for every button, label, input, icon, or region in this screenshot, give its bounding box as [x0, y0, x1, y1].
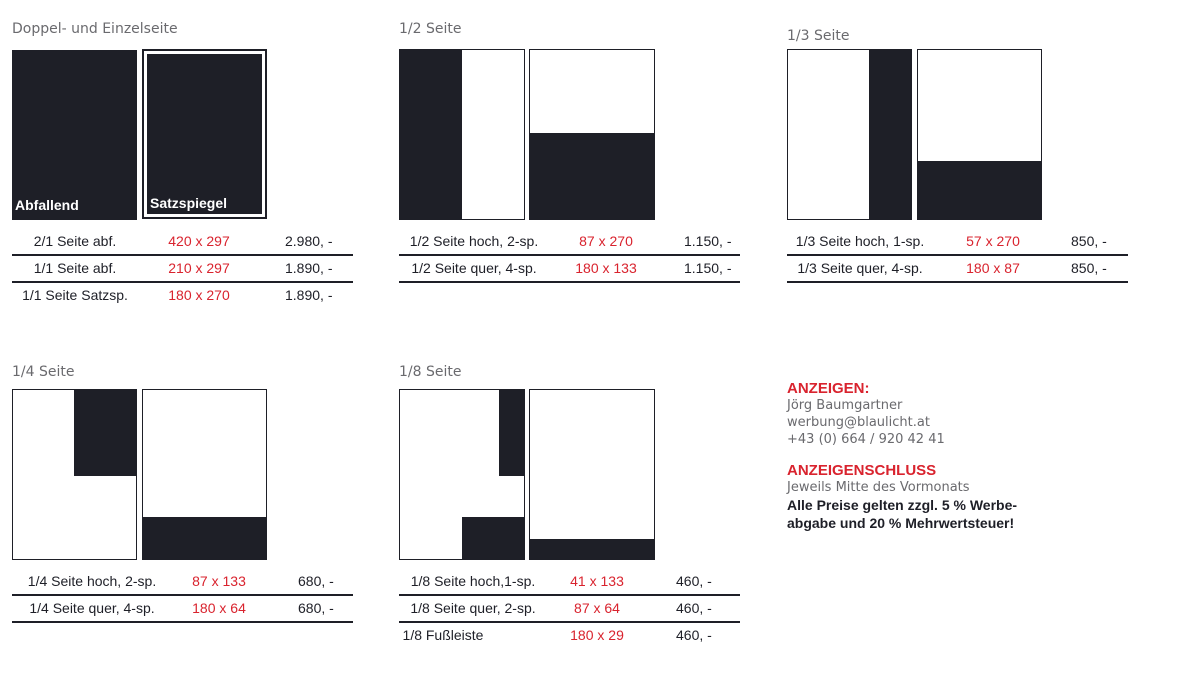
ad-area	[530, 133, 654, 219]
label-type-area: Satzspiegel	[150, 195, 228, 211]
format-size: 180 x 133	[575, 260, 637, 276]
page-eighth-footer	[529, 389, 655, 560]
page-third-vertical	[787, 49, 912, 220]
ad-area	[869, 50, 911, 219]
format-size: 180 x 29	[570, 627, 624, 643]
page-half-horizontal	[529, 49, 655, 220]
format-name: 1/4 Seite hoch, 2-sp.	[27, 573, 157, 589]
format-price: 1.150, -	[684, 233, 732, 249]
page-half-vertical	[399, 49, 525, 220]
price-row	[12, 254, 353, 283]
price-row	[12, 567, 353, 596]
section-title-quarter: 1/4 Seite	[12, 364, 75, 380]
format-price: 850, -	[1071, 260, 1107, 276]
format-price: 460, -	[676, 573, 712, 589]
format-size: 180 x 270	[168, 287, 230, 303]
price-row	[12, 594, 353, 623]
format-size: 87 x 133	[192, 573, 246, 589]
price-row	[12, 227, 353, 256]
price-row	[399, 621, 740, 648]
deadline-text: Jeweils Mitte des Vormonats	[787, 480, 970, 495]
format-size: 210 x 297	[168, 260, 230, 276]
format-name: 1/8 Seite quer, 2-sp.	[410, 600, 536, 616]
format-size: 41 x 133	[570, 573, 624, 589]
format-price: 1.890, -	[285, 260, 333, 276]
format-price: 1.150, -	[684, 260, 732, 276]
page-third-horizontal	[917, 49, 1042, 220]
format-name: 1/1 Seite abf.	[33, 260, 117, 276]
page-quarter-vertical	[12, 389, 137, 560]
format-size: 87 x 270	[579, 233, 633, 249]
format-name: 2/1 Seite abf.	[33, 233, 117, 249]
page-type-area-preview	[142, 49, 267, 219]
price-row	[399, 594, 740, 623]
format-name: 1/1 Seite Satzsp.	[22, 287, 128, 303]
deadline-heading: ANZEIGENSCHLUSS	[787, 462, 937, 479]
ad-area	[74, 390, 136, 476]
ad-area	[918, 161, 1041, 219]
ad-area	[462, 517, 524, 559]
contact-block	[787, 380, 1087, 532]
format-size: 180 x 87	[966, 260, 1020, 276]
page-bleed-preview	[12, 50, 137, 220]
price-note-line-1: Alle Preise gelten zzgl. 5 % Werbe-	[787, 497, 1018, 513]
format-price: 460, -	[676, 600, 712, 616]
contact-email[interactable]: werbung@blaulicht.at	[787, 415, 930, 430]
format-name: 1/3 Seite hoch, 1-sp.	[795, 233, 925, 249]
contact-heading: ANZEIGEN:	[787, 380, 870, 397]
price-row	[12, 281, 353, 308]
format-price: 680, -	[298, 573, 334, 589]
format-price: 2.980, -	[285, 233, 333, 249]
price-row	[399, 227, 740, 256]
page-eighth-vertical	[399, 389, 525, 560]
ad-area	[499, 390, 524, 476]
label-bleed: Abfallend	[15, 197, 79, 213]
ad-area	[400, 50, 462, 219]
price-row	[787, 254, 1128, 283]
price-row	[399, 567, 740, 596]
format-name: 1/2 Seite quer, 4-sp.	[411, 260, 537, 276]
ad-area	[530, 539, 654, 559]
format-name: 1/8 Seite hoch,1-sp.	[410, 573, 536, 589]
format-price: 680, -	[298, 600, 334, 616]
format-name: 1/4 Seite quer, 4-sp.	[29, 600, 155, 616]
contact-phone: +43 (0) 664 / 920 42 41	[787, 432, 945, 447]
format-price: 1.890, -	[285, 287, 333, 303]
format-size: 57 x 270	[966, 233, 1020, 249]
price-row	[399, 254, 740, 283]
format-size: 180 x 64	[192, 600, 246, 616]
format-name: 1/2 Seite hoch, 2-sp.	[409, 233, 539, 249]
section-title-third: 1/3 Seite	[787, 28, 850, 44]
price-row	[787, 227, 1128, 256]
format-name: 1/8 Fußleiste	[402, 627, 484, 643]
section-title-half: 1/2 Seite	[399, 21, 462, 37]
format-size: 420 x 297	[168, 233, 230, 249]
type-area-fill	[147, 54, 262, 214]
contact-person: Jörg Baumgartner	[787, 398, 903, 413]
format-size: 87 x 64	[574, 600, 620, 616]
section-title-doppel: Doppel- und Einzelseite	[12, 21, 178, 37]
ad-area	[143, 517, 266, 559]
format-price: 850, -	[1071, 233, 1107, 249]
section-title-eighth: 1/8 Seite	[399, 364, 462, 380]
format-price: 460, -	[676, 627, 712, 643]
page-quarter-horizontal	[142, 389, 267, 560]
format-name: 1/3 Seite quer, 4-sp.	[797, 260, 923, 276]
price-note-line-2: abgabe und 20 % Mehrwertsteuer!	[787, 515, 1015, 531]
